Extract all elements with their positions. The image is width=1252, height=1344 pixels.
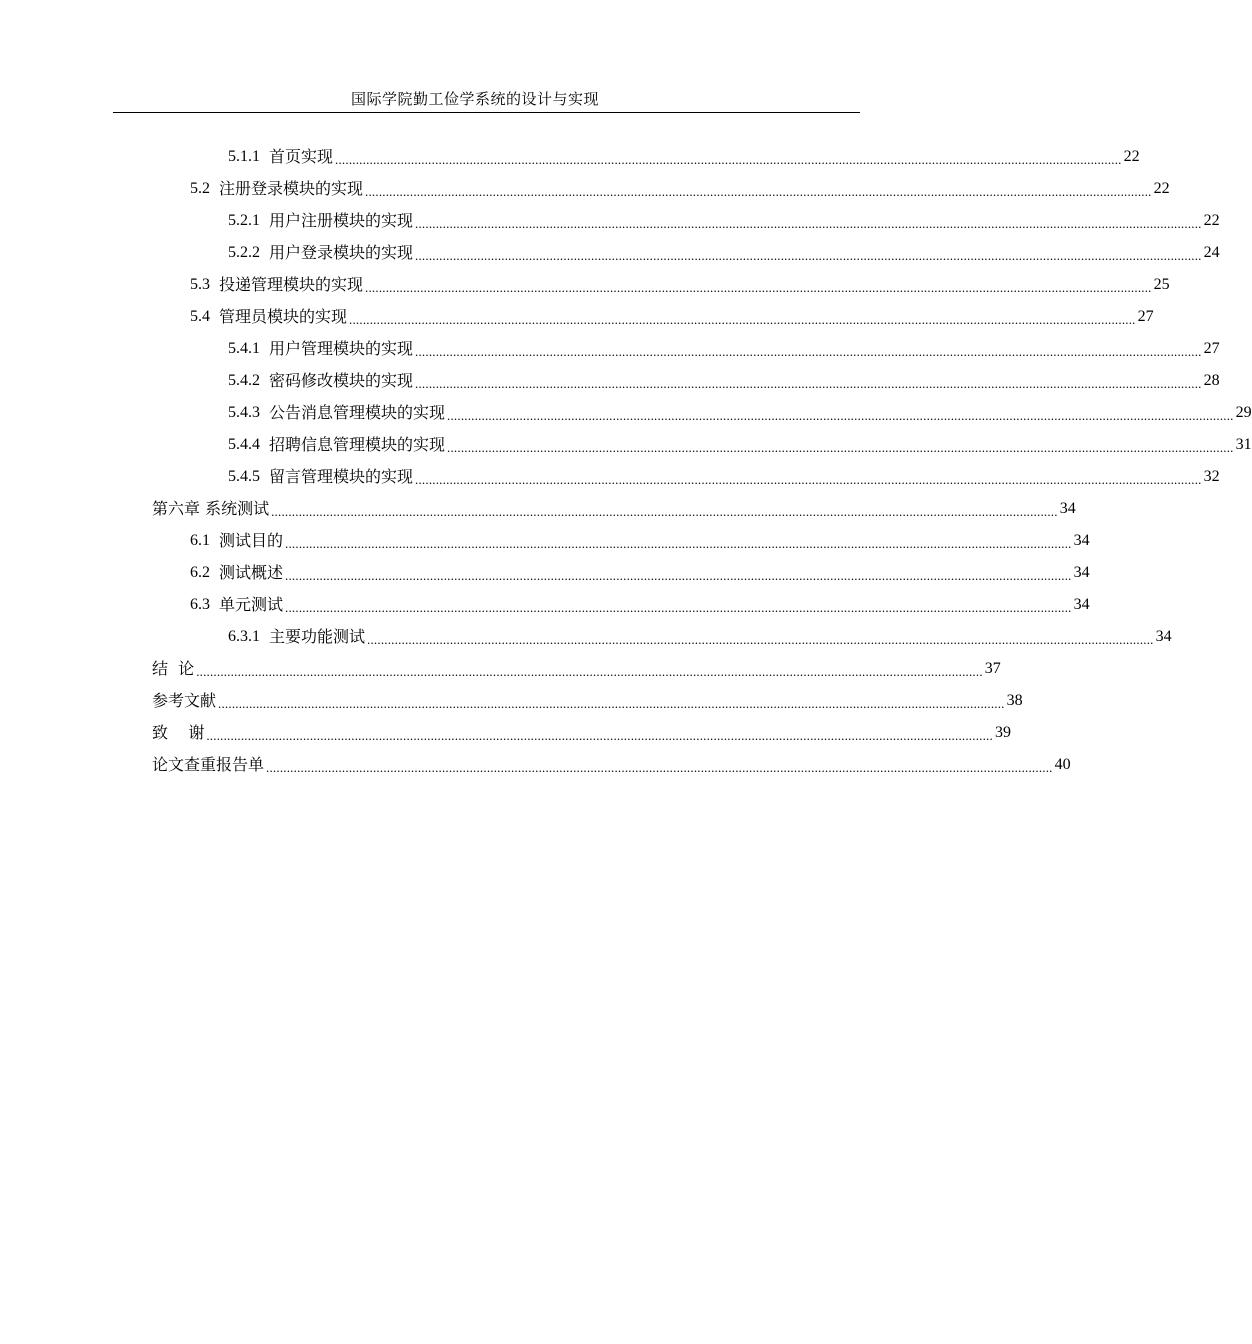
- toc-entry-title: 结 论: [152, 659, 195, 678]
- toc-dot-leader: ....................................................................................................................................................................................................................................: [196, 664, 983, 679]
- toc-page-number: 22: [1203, 212, 1220, 229]
- toc-entry-title: 首页实现: [269, 147, 334, 166]
- toc-entry-title: 管理员模块的实现: [219, 307, 348, 326]
- toc-entry[interactable]: [0, 653, 1001, 685]
- toc-entry[interactable]: [0, 205, 1220, 237]
- toc-page-number: 34: [1073, 596, 1090, 613]
- toc-dot-leader: ....................................................................................................................................................................................................................................: [349, 312, 1136, 327]
- toc-entry-title: 致 谢: [152, 723, 205, 742]
- toc-dot-leader: ....................................................................................................................................................................................................................................: [365, 184, 1152, 199]
- header-rule: [113, 112, 860, 113]
- toc-entry[interactable]: [0, 173, 1170, 205]
- toc-entry-title: 测试概述: [219, 563, 284, 582]
- toc-entry-title: 单元测试: [219, 595, 284, 614]
- toc-page-number: 39: [994, 724, 1011, 741]
- toc-entry-title: 公告消息管理模块的实现: [269, 403, 446, 422]
- toc-page-number: 27: [1203, 340, 1220, 357]
- toc-entry[interactable]: [0, 685, 1023, 717]
- toc-entry-title: 测试目的: [219, 531, 284, 550]
- toc-dot-leader: ....................................................................................................................................................................................................................................: [218, 696, 1005, 711]
- toc-entry[interactable]: [0, 557, 1090, 589]
- toc-page-number: 22: [1153, 180, 1170, 197]
- toc-entry-title: 第六章 系统测试: [152, 499, 270, 518]
- toc-entry[interactable]: [0, 141, 1140, 173]
- toc-page-number: 38: [1006, 692, 1023, 709]
- toc-dot-leader: ....................................................................................................................................................................................................................................: [206, 728, 993, 743]
- toc-page-number: 34: [1073, 532, 1090, 549]
- toc-entry[interactable]: [0, 749, 1071, 781]
- toc-entry[interactable]: [0, 717, 1011, 749]
- toc-entry-number: 6.1: [190, 532, 210, 549]
- toc-page-number: 28: [1203, 372, 1220, 389]
- toc-dot-leader: ....................................................................................................................................................................................................................................: [285, 600, 1072, 615]
- toc-page-number: 34: [1073, 564, 1090, 581]
- toc-entry-number: 5.2.1: [228, 212, 260, 229]
- toc-dot-leader: ....................................................................................................................................................................................................................................: [447, 440, 1234, 455]
- toc-entry[interactable]: [0, 365, 1220, 397]
- toc-entry[interactable]: [0, 461, 1220, 493]
- toc-entry[interactable]: [0, 525, 1090, 557]
- toc-page-number: 29: [1235, 404, 1252, 421]
- toc-entry[interactable]: [0, 429, 1252, 461]
- toc-entry-number: 5.4.1: [228, 340, 260, 357]
- toc-entry-number: 5.4.3: [228, 404, 260, 421]
- toc-entry-title: 注册登录模块的实现: [219, 179, 364, 198]
- toc-page-number: 34: [1155, 628, 1172, 645]
- toc-dot-leader: ....................................................................................................................................................................................................................................: [271, 504, 1058, 519]
- toc-entry[interactable]: [0, 269, 1170, 301]
- toc-dot-leader: ....................................................................................................................................................................................................................................: [285, 536, 1072, 551]
- toc-dot-leader: ....................................................................................................................................................................................................................................: [447, 408, 1234, 423]
- toc-entry-number: 5.2: [190, 180, 210, 197]
- toc-entry-number: 5.1.1: [228, 148, 260, 165]
- toc-entry[interactable]: [0, 397, 1252, 429]
- toc-dot-leader: ....................................................................................................................................................................................................................................: [335, 152, 1122, 167]
- toc-entry[interactable]: [0, 237, 1220, 269]
- toc-entry-title: 参考文献: [152, 691, 217, 710]
- toc-entry-title: 用户登录模块的实现: [269, 243, 414, 262]
- toc-dot-leader: ....................................................................................................................................................................................................................................: [415, 248, 1202, 263]
- toc-entry[interactable]: [0, 333, 1220, 365]
- toc-dot-leader: ....................................................................................................................................................................................................................................: [415, 472, 1202, 487]
- toc-entry-number: 5.4.2: [228, 372, 260, 389]
- toc-page-number: 40: [1054, 756, 1071, 773]
- toc-dot-leader: ....................................................................................................................................................................................................................................: [415, 344, 1202, 359]
- toc-dot-leader: ....................................................................................................................................................................................................................................: [415, 216, 1202, 231]
- toc-entry-title: 密码修改模块的实现: [269, 371, 414, 390]
- toc-dot-leader: ....................................................................................................................................................................................................................................: [266, 760, 1053, 775]
- toc-dot-leader: ....................................................................................................................................................................................................................................: [365, 280, 1152, 295]
- toc-dot-leader: ....................................................................................................................................................................................................................................: [367, 632, 1154, 647]
- toc-entry-number: 5.4.4: [228, 436, 260, 453]
- toc-page-number: 37: [984, 660, 1001, 677]
- toc-entry-title: 投递管理模块的实现: [219, 275, 364, 294]
- toc-entry-number: 5.4.5: [228, 468, 260, 485]
- toc-entry-number: 5.4: [190, 308, 210, 325]
- toc-entry[interactable]: [0, 589, 1090, 621]
- toc-entry[interactable]: [0, 621, 1172, 653]
- table-of-contents: [0, 141, 1252, 781]
- toc-entry-number: 5.3: [190, 276, 210, 293]
- toc-entry-number: 6.3: [190, 596, 210, 613]
- toc-dot-leader: ....................................................................................................................................................................................................................................: [285, 568, 1072, 583]
- toc-page-number: 24: [1203, 244, 1220, 261]
- toc-page-number: 31: [1235, 436, 1252, 453]
- toc-entry[interactable]: [0, 493, 1076, 525]
- toc-entry-title: 用户管理模块的实现: [269, 339, 414, 358]
- toc-page-number: 22: [1123, 148, 1140, 165]
- toc-page-number: 27: [1137, 308, 1154, 325]
- toc-entry-title: 主要功能测试: [269, 627, 366, 646]
- running-header-title: 国际学院勤工俭学系统的设计与实现: [350, 92, 599, 108]
- toc-page-number: 34: [1059, 500, 1076, 517]
- toc-page-number: 32: [1203, 468, 1220, 485]
- toc-entry-number: 5.2.2: [228, 244, 260, 261]
- toc-dot-leader: ....................................................................................................................................................................................................................................: [415, 376, 1202, 391]
- toc-entry-title: 留言管理模块的实现: [269, 467, 414, 486]
- toc-page-number: 25: [1153, 276, 1170, 293]
- toc-entry-number: 6.3.1: [228, 628, 260, 645]
- toc-entry-title: 招聘信息管理模块的实现: [269, 435, 446, 454]
- toc-entry-number: 6.2: [190, 564, 210, 581]
- toc-entry-title: 论文查重报告单: [152, 755, 265, 774]
- toc-entry-title: 用户注册模块的实现: [269, 211, 414, 230]
- toc-entry[interactable]: [0, 301, 1154, 333]
